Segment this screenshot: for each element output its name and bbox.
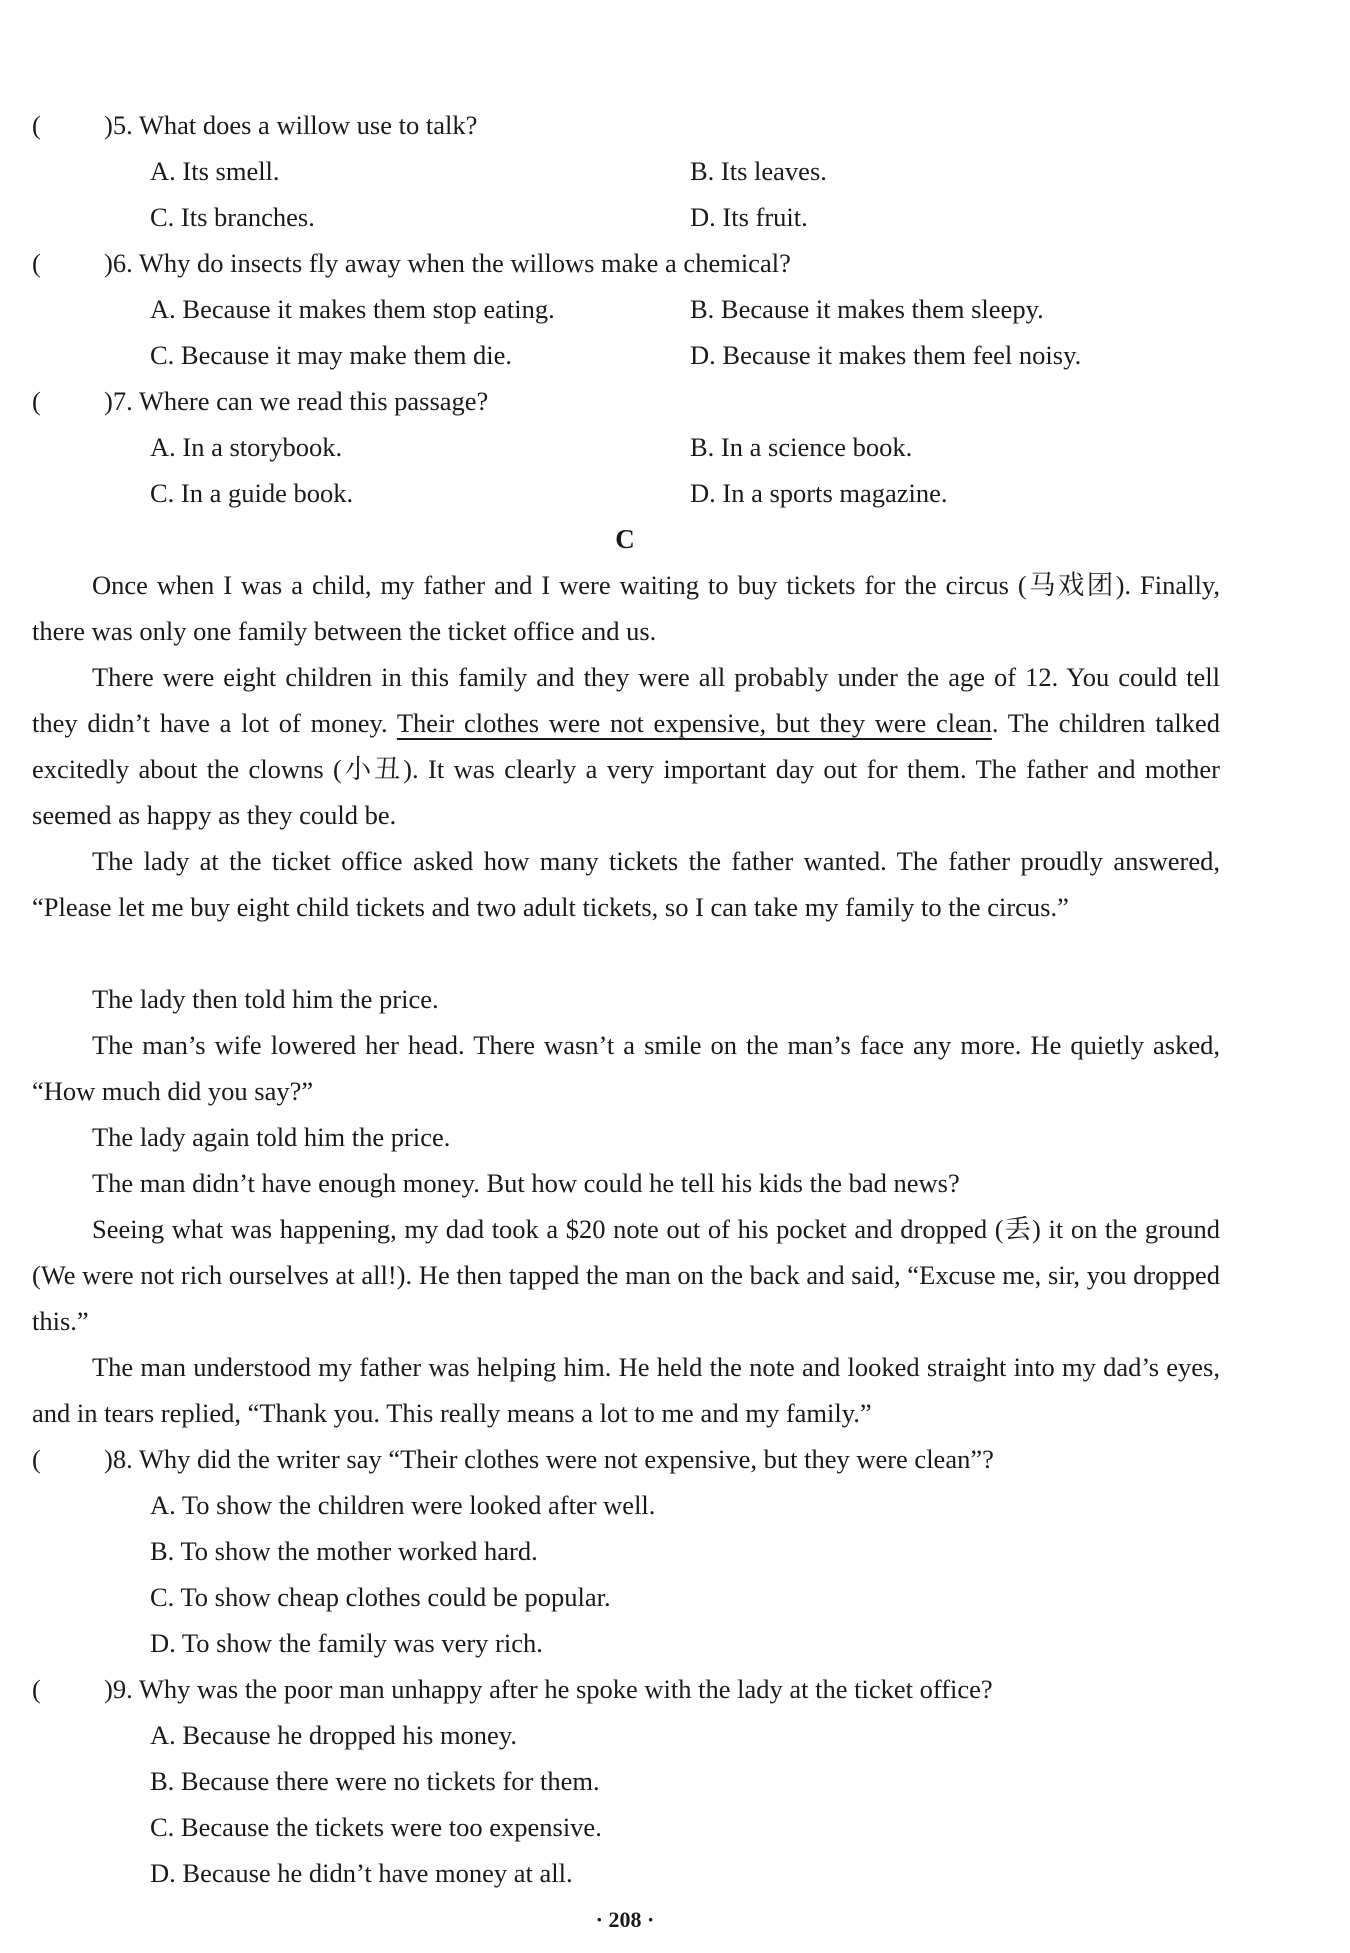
passage-paragraph-5: The man’s wife lowered her head. There wasn’t a smile on the man’s face any more. He quietly asked, “How much did you say?” — [32, 1030, 1220, 1106]
question-5-text: )5. What does a willow use to talk? — [104, 110, 478, 140]
q8-option-a: A. To show the children were looked after well. — [150, 1490, 656, 1520]
q9-option-b: B. Because there were no tickets for them. — [150, 1766, 600, 1796]
q8-option-c: C. To show cheap clothes could be popular. — [150, 1582, 611, 1612]
passage-paragraph-1: Once when I was a child, my father and I were waiting to buy tickets for the circus (马戏团). Finally, there was only one family between the ticket office and us. — [32, 570, 1220, 646]
passage-paragraph-2-intro: There were eight children in this family and they were all probably under the age of 12. You could tell they didn’t have a lot of money. — [32, 662, 1220, 738]
q5-option-c: C. Its branches. — [150, 202, 315, 232]
passage-paragraph-9: The man understood my father was helping him. He held the note and looked straight into my dad’s eyes, and in tears replied, “Thank you. This really means a lot to me and my family.” — [32, 1352, 1220, 1428]
q5-option-a: A. Its smell. — [150, 156, 280, 186]
section-title-c: C — [615, 524, 635, 554]
q7-option-b: B. In a science book. — [690, 432, 913, 462]
q6-option-d: D. Because it makes them feel noisy. — [690, 340, 1082, 370]
passage-paragraph-2-rest: . The children talked excitedly about the clowns (小丑). It was clearly a very important day out for them. The father and mother seemed as happy as they could be. — [32, 708, 1220, 830]
question-6 — [32, 240, 1222, 286]
question-8 — [32, 1436, 1222, 1482]
answer-blank-open-paren[interactable]: ( — [32, 1674, 41, 1704]
passage-paragraph-4: The lady then told him the price. — [92, 984, 439, 1014]
q6-option-b: B. Because it makes them sleepy. — [690, 294, 1044, 324]
passage-paragraph-6: The lady again told him the price. — [92, 1122, 451, 1152]
underlined-sentence: Their clothes were not expensive, but they were clean — [396, 708, 992, 738]
answer-blank-open-paren[interactable]: ( — [32, 110, 41, 140]
answer-blank-open-paren[interactable]: ( — [32, 1444, 41, 1474]
q8-option-b: B. To show the mother worked hard. — [150, 1536, 538, 1566]
q5-option-d: D. Its fruit. — [690, 202, 808, 232]
question-5 — [32, 102, 1222, 148]
answer-blank-open-paren[interactable]: ( — [32, 386, 41, 416]
q6-option-c: C. Because it may make them die. — [150, 340, 513, 370]
q9-option-a: A. Because he dropped his money. — [150, 1720, 517, 1750]
q9-option-d: D. Because he didn’t have money at all. — [150, 1858, 573, 1888]
question-9 — [32, 1666, 1222, 1712]
q7-option-a: A. In a storybook. — [150, 432, 343, 462]
q5-option-b: B. Its leaves. — [690, 156, 827, 186]
q7-option-c: C. In a guide book. — [150, 478, 354, 508]
passage-paragraph-3: The lady at the ticket office asked how many tickets the father wanted. The father proudly answered, “Please let me buy eight child tickets and two adult tickets, so I can take my family to the circus.” — [32, 846, 1220, 922]
page-number: · 208 · — [595, 1907, 655, 1932]
question-8-text: )8. Why did the writer say “Their clothes were not expensive, but they were clean”? — [104, 1444, 994, 1474]
passage-paragraph-8: Seeing what was happening, my dad took a $20 note out of his pocket and dropped (丢) it on the ground (We were not rich ourselves at all!). He then tapped the man on the back and said, “Excuse me, sir, you dropped this.” — [32, 1214, 1220, 1336]
q6-option-a: A. Because it makes them stop eating. — [150, 294, 555, 324]
question-6-text: )6. Why do insects fly away when the willows make a chemical? — [104, 248, 791, 278]
passage-paragraph-7: The man didn’t have enough money. But how could he tell his kids the bad news? — [92, 1168, 960, 1198]
question-7 — [32, 378, 1222, 424]
answer-blank-open-paren[interactable]: ( — [32, 248, 41, 278]
q8-option-d: D. To show the family was very rich. — [150, 1628, 543, 1658]
question-9-text: )9. Why was the poor man unhappy after he spoke with the lady at the ticket office? — [104, 1674, 993, 1704]
q9-option-c: C. Because the tickets were too expensive. — [150, 1812, 602, 1842]
question-7-text: )7. Where can we read this passage? — [104, 386, 489, 416]
passage-paragraph-2 — [32, 654, 1220, 838]
q7-option-d: D. In a sports magazine. — [690, 478, 948, 508]
